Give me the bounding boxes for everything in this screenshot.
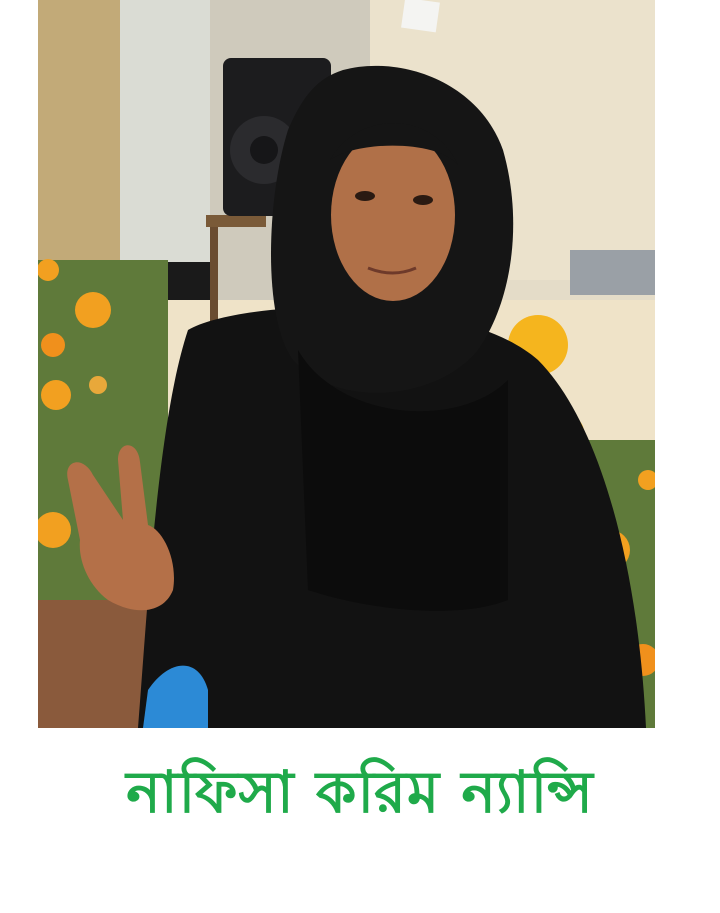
portrait-photo [38,0,655,728]
left-wall [38,0,120,300]
portrait-photo-illustration [38,0,655,728]
metal-tray [570,250,655,295]
wall-paper [401,0,440,32]
face [331,129,455,301]
pillar [120,0,210,270]
caption-name: নাফিসা করিম ন্যান্সি [126,758,594,826]
table [206,215,266,227]
